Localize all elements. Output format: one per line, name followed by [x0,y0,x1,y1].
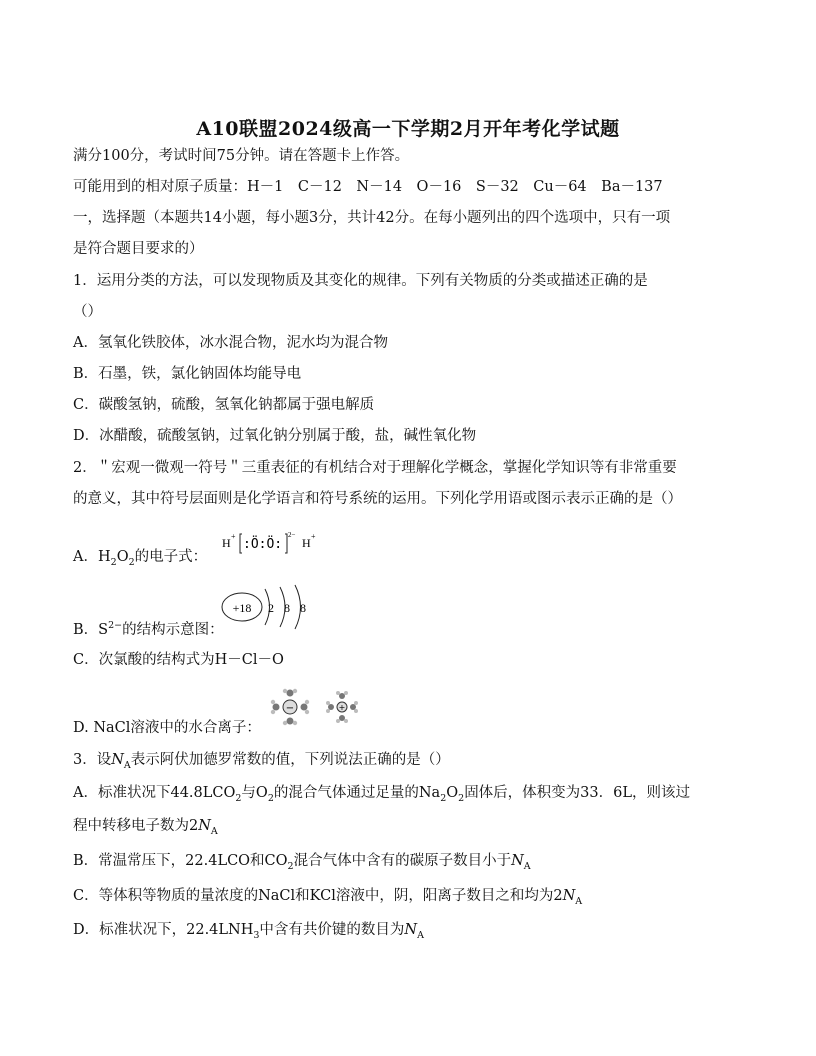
avogadro-sub: A [210,825,218,837]
q1-option-c: C．碳酸氢钠，硫酸，氢氧化钠都属于强电解质 [73,397,375,413]
q3-option-b [73,851,531,871]
avogadro-sub: A [417,929,424,941]
h2o2-h: H [97,549,111,565]
sulfide-ion: S [98,622,109,638]
q3-stem [73,750,450,770]
q3-option-a-line1 [73,783,690,803]
q2-option-a-prefix: A． [73,549,98,565]
ef-h-left: H [222,536,231,550]
shell-electrons-1: 2 [268,601,274,615]
q1-option-a: A．氢氧化铁胶体，冰水混合物，泥水均为混合物 [73,335,388,351]
q3a-part4: O [446,785,459,801]
avogadro-symbol: N [198,818,211,834]
avogadro-sub: A [523,860,531,872]
q3-option-d [73,920,424,940]
q3b-sub-co2: 2 [287,860,294,872]
ef-plus-left: + [231,532,236,541]
q3-option-c [73,886,582,906]
avogadro-symbol: N [111,752,124,768]
q2-option-b-suffix: 的结构示意图： [122,622,224,638]
q3d-sub-nh3: 3 [253,929,260,941]
q1-option-b: B．石墨，铁，氯化钠固体均能导电 [73,366,302,382]
page-title: A10联盟2024级高一下学期2月开年考化学试题 [196,118,620,140]
q3a-line2-text: 程中转移电子数为2 [73,818,199,834]
h2o2-electron-formula [220,528,330,558]
q1-answer-paren: （） [73,304,102,320]
q2-option-c: C．次氯酸的结构式为H－Cl－O [73,652,284,668]
ef-dots: :Ö:Ö: [243,537,283,552]
q3a-part3: 的混合气体通过足量的Na [273,785,441,801]
sulfide-structure-diagram [218,583,318,633]
q3b-part2: 混合气体中含有的碳原子数目小于 [293,853,512,869]
q3-stem-pre: 3．设 [73,752,112,768]
q2-stem-line2: 的意义，其中符号层面则是化学语言和符号系统的运用。下列化学用语或图示表示正确的是（） [73,491,682,507]
h2o2-o: O [116,549,129,565]
intro-line: 满分100分，考试时间75分钟。请在答题卡上作答。 [73,148,410,164]
avogadro-sub: A [123,759,131,771]
section-header-line2: 是符合题目要求的） [73,241,204,257]
h2o2-sub2: 2 [128,556,135,568]
avogadro-symbol: N [404,922,418,938]
q3a-sub-o2b: 2 [458,792,465,804]
atomic-masses-line: 可能用到的相对原子质量：H－1 C－12 N－14 O－16 S－32 Cu－64 Ba－137 [73,179,663,195]
section-header-line1: 一，选择题（本题共14小题，每小题3分，共计42分。在每小题列出的四个选项中，只有一项 [73,210,671,226]
q1-stem: 1．运用分类的方法，可以发现物质及其变化的规律。下列有关物质的分类或描述正确的是 [73,273,648,289]
q2-option-b-prefix: B． [73,622,99,638]
q3a-part5: 固体后，体积变为33．6L，则该过 [464,785,690,801]
q3a-sub-na2: 2 [440,792,447,804]
ef-h-right: H [302,536,311,550]
q3c-text: C．等体积等物质的量浓度的NaCl和KCl溶液中，阴，阳离子数目之和均为2 [73,888,563,904]
q3a-part2: 与O [241,785,268,801]
ef-charge: 2− [288,531,296,539]
q2-option-d: D. NaCl溶液中的水合离子： [73,720,261,736]
nucleus-charge: +18 [232,601,252,615]
shell-electrons-3: 8 [300,601,306,615]
avogadro-symbol: N [562,888,576,904]
hydrated-cation [326,691,358,723]
q2-option-a [73,547,207,567]
q3a-sub-o2: 2 [267,792,274,804]
q3-option-a-line2 [73,816,218,836]
q2-stem-line1: 2．＂宏观一微观一符号＂三重表征的有机结合对于理解化学概念，掌握化学知识等有非常重要 [73,460,677,476]
anion-sign: − [285,703,295,714]
h2o2-sub1: 2 [110,556,117,568]
avogadro-symbol: N [511,853,524,869]
q2-option-b [73,620,224,640]
q3d-part2: 中含有共价键的数目为 [259,922,405,938]
hydrated-anion [271,689,309,725]
q3d-part1: D．标准状况下，22.4LNH [73,922,254,938]
hydrated-ions-figure [268,687,364,727]
q3-stem-post: 表示阿伏加德罗常数的值，下列说法正确的是（） [130,752,450,768]
q2-option-a-suffix: 的电子式： [134,549,208,565]
q3a-part1: A．标准状况下44.8LCO [73,785,236,801]
cation-sign: + [338,703,346,712]
sulfide-charge: 2− [108,620,123,632]
q1-option-d: D．冰醋酸，硫酸氢钠，过氧化钠分别属于酸，盐，碱性氧化物 [73,428,477,444]
q3a-sub-co2: 2 [235,792,242,804]
ef-plus-right: + [311,532,316,541]
shell-electrons-2: 8 [284,601,290,615]
q3b-part1: B．常温常压下，22.4LCO和CO [73,853,288,869]
avogadro-sub: A [575,895,583,907]
